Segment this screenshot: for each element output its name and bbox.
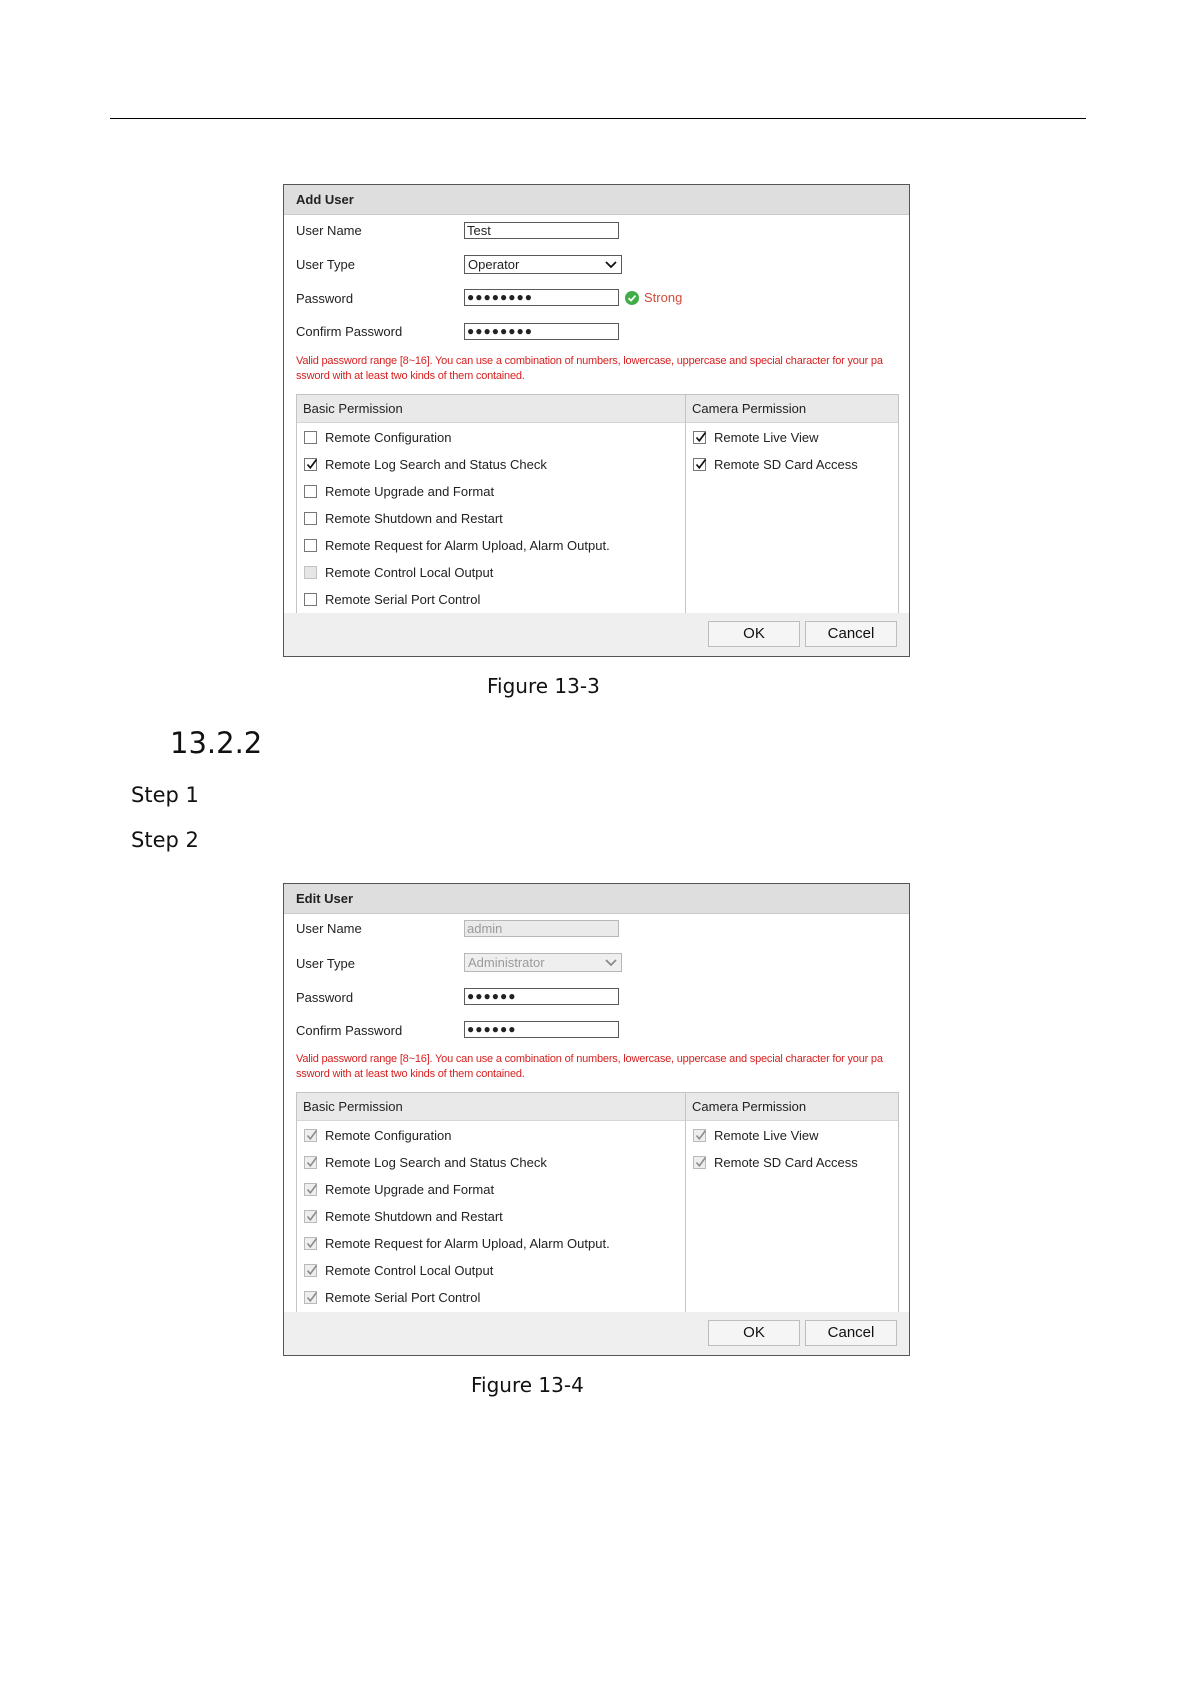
edit-user-dialog <box>283 883 910 1356</box>
basic-permission-header: Basic Permission <box>297 1093 685 1121</box>
perm-label: Remote Shutdown and Restart <box>325 511 503 526</box>
perm-remote-serial-port[interactable] <box>304 592 480 607</box>
perm-remote-configuration[interactable] <box>304 430 451 445</box>
password-rule-warning <box>296 1052 906 1082</box>
check-icon <box>305 458 318 471</box>
check-icon <box>694 458 707 471</box>
user-name-input: admin <box>464 920 619 937</box>
checkbox-checked-disabled <box>304 1129 317 1142</box>
checkbox[interactable] <box>304 539 317 552</box>
perm-remote-log-search[interactable] <box>304 457 547 472</box>
perm-remote-shutdown[interactable] <box>304 511 503 526</box>
checkbox-checked-disabled <box>304 1291 317 1304</box>
perm-label: Remote SD Card Access <box>714 1155 858 1170</box>
perm-label: Remote Configuration <box>325 1128 452 1143</box>
checkbox[interactable] <box>304 431 317 444</box>
dialog-footer <box>284 1312 909 1355</box>
check-icon <box>694 431 707 444</box>
check-icon <box>305 1183 318 1196</box>
checkbox[interactable] <box>304 485 317 498</box>
section-number: 13.2.2 <box>170 726 263 760</box>
perm-label: Remote Log Search and Status Check <box>325 457 547 472</box>
perm-remote-shutdown <box>304 1209 503 1224</box>
perm-remote-serial-port <box>304 1290 480 1305</box>
camera-permission-header: Camera Permission <box>686 395 898 423</box>
permission-panel <box>296 1092 899 1315</box>
checkbox[interactable] <box>304 512 317 525</box>
user-name-input[interactable]: Test <box>464 222 619 239</box>
check-icon <box>305 1264 318 1277</box>
checkbox[interactable] <box>304 593 317 606</box>
check-icon <box>305 1156 318 1169</box>
header-rule <box>110 118 1086 119</box>
figure-caption: Figure 13-4 <box>471 1373 584 1397</box>
ok-button[interactable]: OK <box>708 621 800 647</box>
perm-label: Remote Request for Alarm Upload, Alarm Output. <box>325 538 610 553</box>
perm-label: Remote Upgrade and Format <box>325 1182 495 1197</box>
perm-label: Remote SD Card Access <box>714 457 858 472</box>
column-divider <box>685 395 686 616</box>
checkbox-disabled <box>304 566 317 579</box>
confirm-password-label: Confirm Password <box>296 1023 403 1038</box>
warning-line: ssword with at least two kinds of them contained. <box>296 370 525 382</box>
check-icon <box>305 1210 318 1223</box>
perm-remote-sd-card[interactable] <box>693 457 858 472</box>
password-rule-warning <box>296 354 906 384</box>
perm-label: Remote Serial Port Control <box>325 592 481 607</box>
perm-label: Remote Log Search and Status Check <box>325 1155 547 1170</box>
perm-remote-upgrade <box>304 1182 494 1197</box>
perm-remote-sd-card <box>693 1155 858 1170</box>
password-label: Password <box>296 990 354 1005</box>
perm-remote-alarm-request[interactable] <box>304 538 610 553</box>
perm-remote-control-output <box>304 565 493 580</box>
strength-text: Strong <box>644 290 683 305</box>
checkbox-checked[interactable] <box>693 458 706 471</box>
user-type-value: Operator <box>468 257 520 272</box>
checkbox-checked[interactable] <box>693 431 706 444</box>
check-icon <box>694 1156 707 1169</box>
user-name-label: User Name <box>296 921 362 936</box>
dialog-title: Add User <box>284 185 909 215</box>
basic-permission-header: Basic Permission <box>297 395 685 423</box>
check-icon <box>305 1129 318 1142</box>
perm-label: Remote Shutdown and Restart <box>325 1209 503 1224</box>
perm-label: Remote Serial Port Control <box>325 1290 481 1305</box>
ok-button[interactable]: OK <box>708 1320 800 1346</box>
perm-label: Remote Live View <box>714 1128 819 1143</box>
cancel-button[interactable]: Cancel <box>805 1320 897 1346</box>
password-label: Password <box>296 291 354 306</box>
checkbox-checked[interactable] <box>304 458 317 471</box>
camera-permission-header: Camera Permission <box>686 1093 898 1121</box>
user-type-value: Administrator <box>468 955 545 970</box>
check-circle-icon <box>625 291 639 305</box>
password-input[interactable]: ●●●●●● <box>464 988 619 1005</box>
user-type-label: User Type <box>296 257 356 272</box>
check-icon <box>694 1129 707 1142</box>
user-type-select[interactable] <box>464 255 622 274</box>
confirm-password-input[interactable]: ●●●●●● <box>464 1021 619 1038</box>
user-type-label: User Type <box>296 956 356 971</box>
checkbox-checked-disabled <box>693 1156 706 1169</box>
perm-remote-control-output <box>304 1263 493 1278</box>
perm-remote-live-view <box>693 1128 819 1143</box>
permission-panel <box>296 394 899 617</box>
figure-caption: Figure 13-3 <box>487 674 600 698</box>
perm-label: Remote Configuration <box>325 430 452 445</box>
check-icon <box>305 1291 318 1304</box>
warning-line: Valid password range [8~16]. You can use a combination of numbers, lowercase, uppercase and special character for your pa <box>296 1053 883 1065</box>
step-2: Step 2 <box>131 828 199 852</box>
checkbox-checked-disabled <box>304 1156 317 1169</box>
user-name-label: User Name <box>296 223 362 238</box>
chevron-down-icon <box>605 260 617 269</box>
checkbox-checked-disabled <box>693 1129 706 1142</box>
confirm-password-input[interactable]: ●●●●●●●● <box>464 323 619 340</box>
perm-remote-configuration <box>304 1128 451 1143</box>
perm-label: Remote Live View <box>714 430 819 445</box>
checkbox-checked-disabled <box>304 1210 317 1223</box>
step-1: Step 1 <box>131 783 199 807</box>
dialog-title: Edit User <box>284 884 909 914</box>
perm-remote-upgrade[interactable] <box>304 484 494 499</box>
perm-label: Remote Control Local Output <box>325 565 494 580</box>
check-icon <box>305 1237 318 1250</box>
password-strength <box>625 290 682 305</box>
perm-label: Remote Request for Alarm Upload, Alarm Output. <box>325 1236 610 1251</box>
cancel-button[interactable]: Cancel <box>805 621 897 647</box>
user-type-select <box>464 953 622 972</box>
perm-remote-log-search <box>304 1155 547 1170</box>
column-divider <box>685 1093 686 1314</box>
perm-remote-live-view[interactable] <box>693 430 819 445</box>
checkbox-checked-disabled <box>304 1237 317 1250</box>
dialog-footer <box>284 613 909 656</box>
perm-remote-alarm-request <box>304 1236 610 1251</box>
add-user-dialog <box>283 184 910 657</box>
perm-label: Remote Control Local Output <box>325 1263 494 1278</box>
perm-label: Remote Upgrade and Format <box>325 484 495 499</box>
checkbox-checked-disabled <box>304 1264 317 1277</box>
password-input[interactable]: ●●●●●●●● <box>464 289 619 306</box>
confirm-password-label: Confirm Password <box>296 324 403 339</box>
checkbox-checked-disabled <box>304 1183 317 1196</box>
chevron-down-icon <box>605 958 617 967</box>
warning-line: ssword with at least two kinds of them contained. <box>296 1068 525 1080</box>
warning-line: Valid password range [8~16]. You can use a combination of numbers, lowercase, uppercase and special character for your pa <box>296 355 883 367</box>
